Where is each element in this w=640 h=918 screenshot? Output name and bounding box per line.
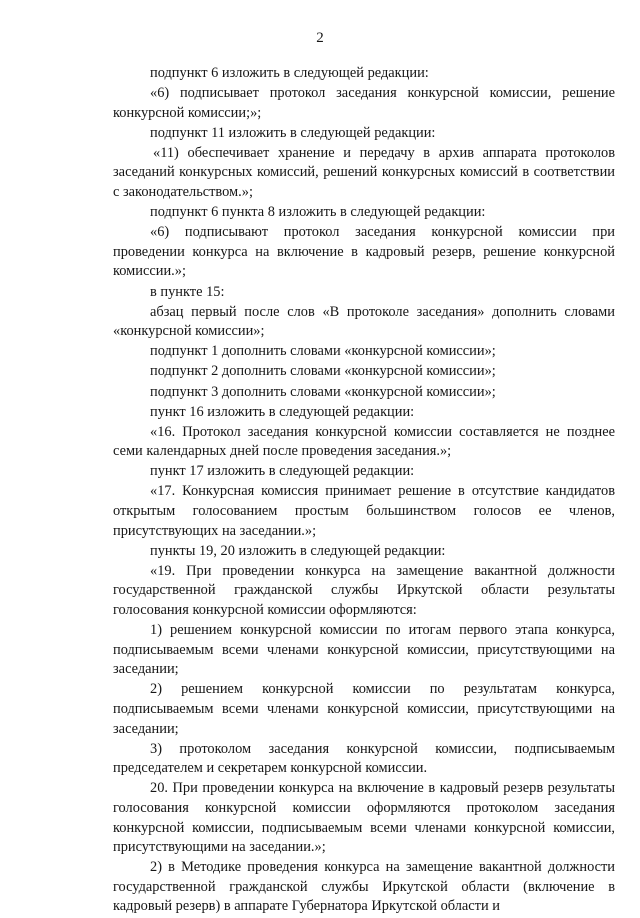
paragraph: 1) решением конкурсной комиссии по итогам первого этапа конкурса, подписываемым всеми членами конкурсной комиссии, присутствующими на заседании; bbox=[113, 622, 615, 678]
paragraph: абзац первый после слов «В протоколе заседания» дополнить словами «конкурсной комиссии»; bbox=[113, 303, 615, 340]
page-number: 2 bbox=[316, 30, 324, 46]
paragraph: «6) подписывает протокол заседания конкурсной комиссии, решение конкурсной комиссии;»; bbox=[113, 85, 615, 121]
paragraph: подпункт 11 изложить в следующей редакции: bbox=[150, 124, 436, 141]
paragraph: «16. Протокол заседания конкурсной комиссии составляется не позднее семи календарных дней после проведения заседания.»; bbox=[113, 423, 615, 460]
paragraph: пункты 19, 20 изложить в следующей редакции: bbox=[150, 542, 446, 559]
paragraph: «6) подписывают протокол заседания конкурсной комиссии при проведении конкурса на включение в кадровый резерв, решение конкурсной комиссии.»; bbox=[113, 224, 615, 280]
paragraph: «17. Конкурсная комиссия принимает решение в отсутствие кандидатов открытым голосованием простым большинством голосов ее членов, присутствующих на заседании.»; bbox=[113, 483, 615, 539]
paragraph: в пункте 15: bbox=[150, 283, 225, 300]
paragraph: подпункт 1 дополнить словами «конкурсной комиссии»; bbox=[150, 343, 496, 360]
document-body bbox=[113, 64, 615, 918]
paragraph: 2) в Методике проведения конкурса на замещение вакантной должности государственной гражданской службы Иркутской области (включение в кадровый резерв) в аппарате Губернатора Иркутской области и bbox=[113, 859, 615, 915]
paragraph: «11) обеспечивает хранение и передачу в архив аппарата протоколов заседаний конкурсных комиссий, решений конкурсных комиссий в соответствии с законодательством.»; bbox=[113, 144, 615, 201]
paragraph: 2) решением конкурсной комиссии по результатам конкурса, подписываемым всеми членами конкурсной комиссии, присутствующими на заседании; bbox=[113, 681, 615, 737]
paragraph: подпункт 6 изложить в следующей редакции: bbox=[150, 65, 429, 81]
paragraph: подпункт 3 дополнить словами «конкурсной комиссии»; bbox=[150, 383, 496, 400]
paragraph: пункт 17 изложить в следующей редакции: bbox=[150, 463, 415, 480]
paragraph: 20. При проведении конкурса на включение в кадровый резерв результаты голосования конкурсной комиссии оформляются протоколом заседания конкурсной комиссии, подписываемым всеми членами конкурсной комиссии, присутствующими на заседании.»; bbox=[113, 780, 615, 856]
paragraph: 3) протоколом заседания конкурсной комиссии, подписываемым председателем и секретарем конкурсной комиссии. bbox=[113, 740, 615, 777]
paragraph: «19. При проведении конкурса на замещение вакантной должности государственной гражданской службы Иркутской области результаты голосования конкурсной комиссии оформляются: bbox=[113, 562, 615, 619]
paragraph: подпункт 6 пункта 8 изложить в следующей редакции: bbox=[150, 204, 486, 221]
paragraph: подпункт 2 дополнить словами «конкурсной комиссии»; bbox=[150, 363, 496, 380]
paragraph: пункт 16 изложить в следующей редакции: bbox=[150, 403, 415, 420]
